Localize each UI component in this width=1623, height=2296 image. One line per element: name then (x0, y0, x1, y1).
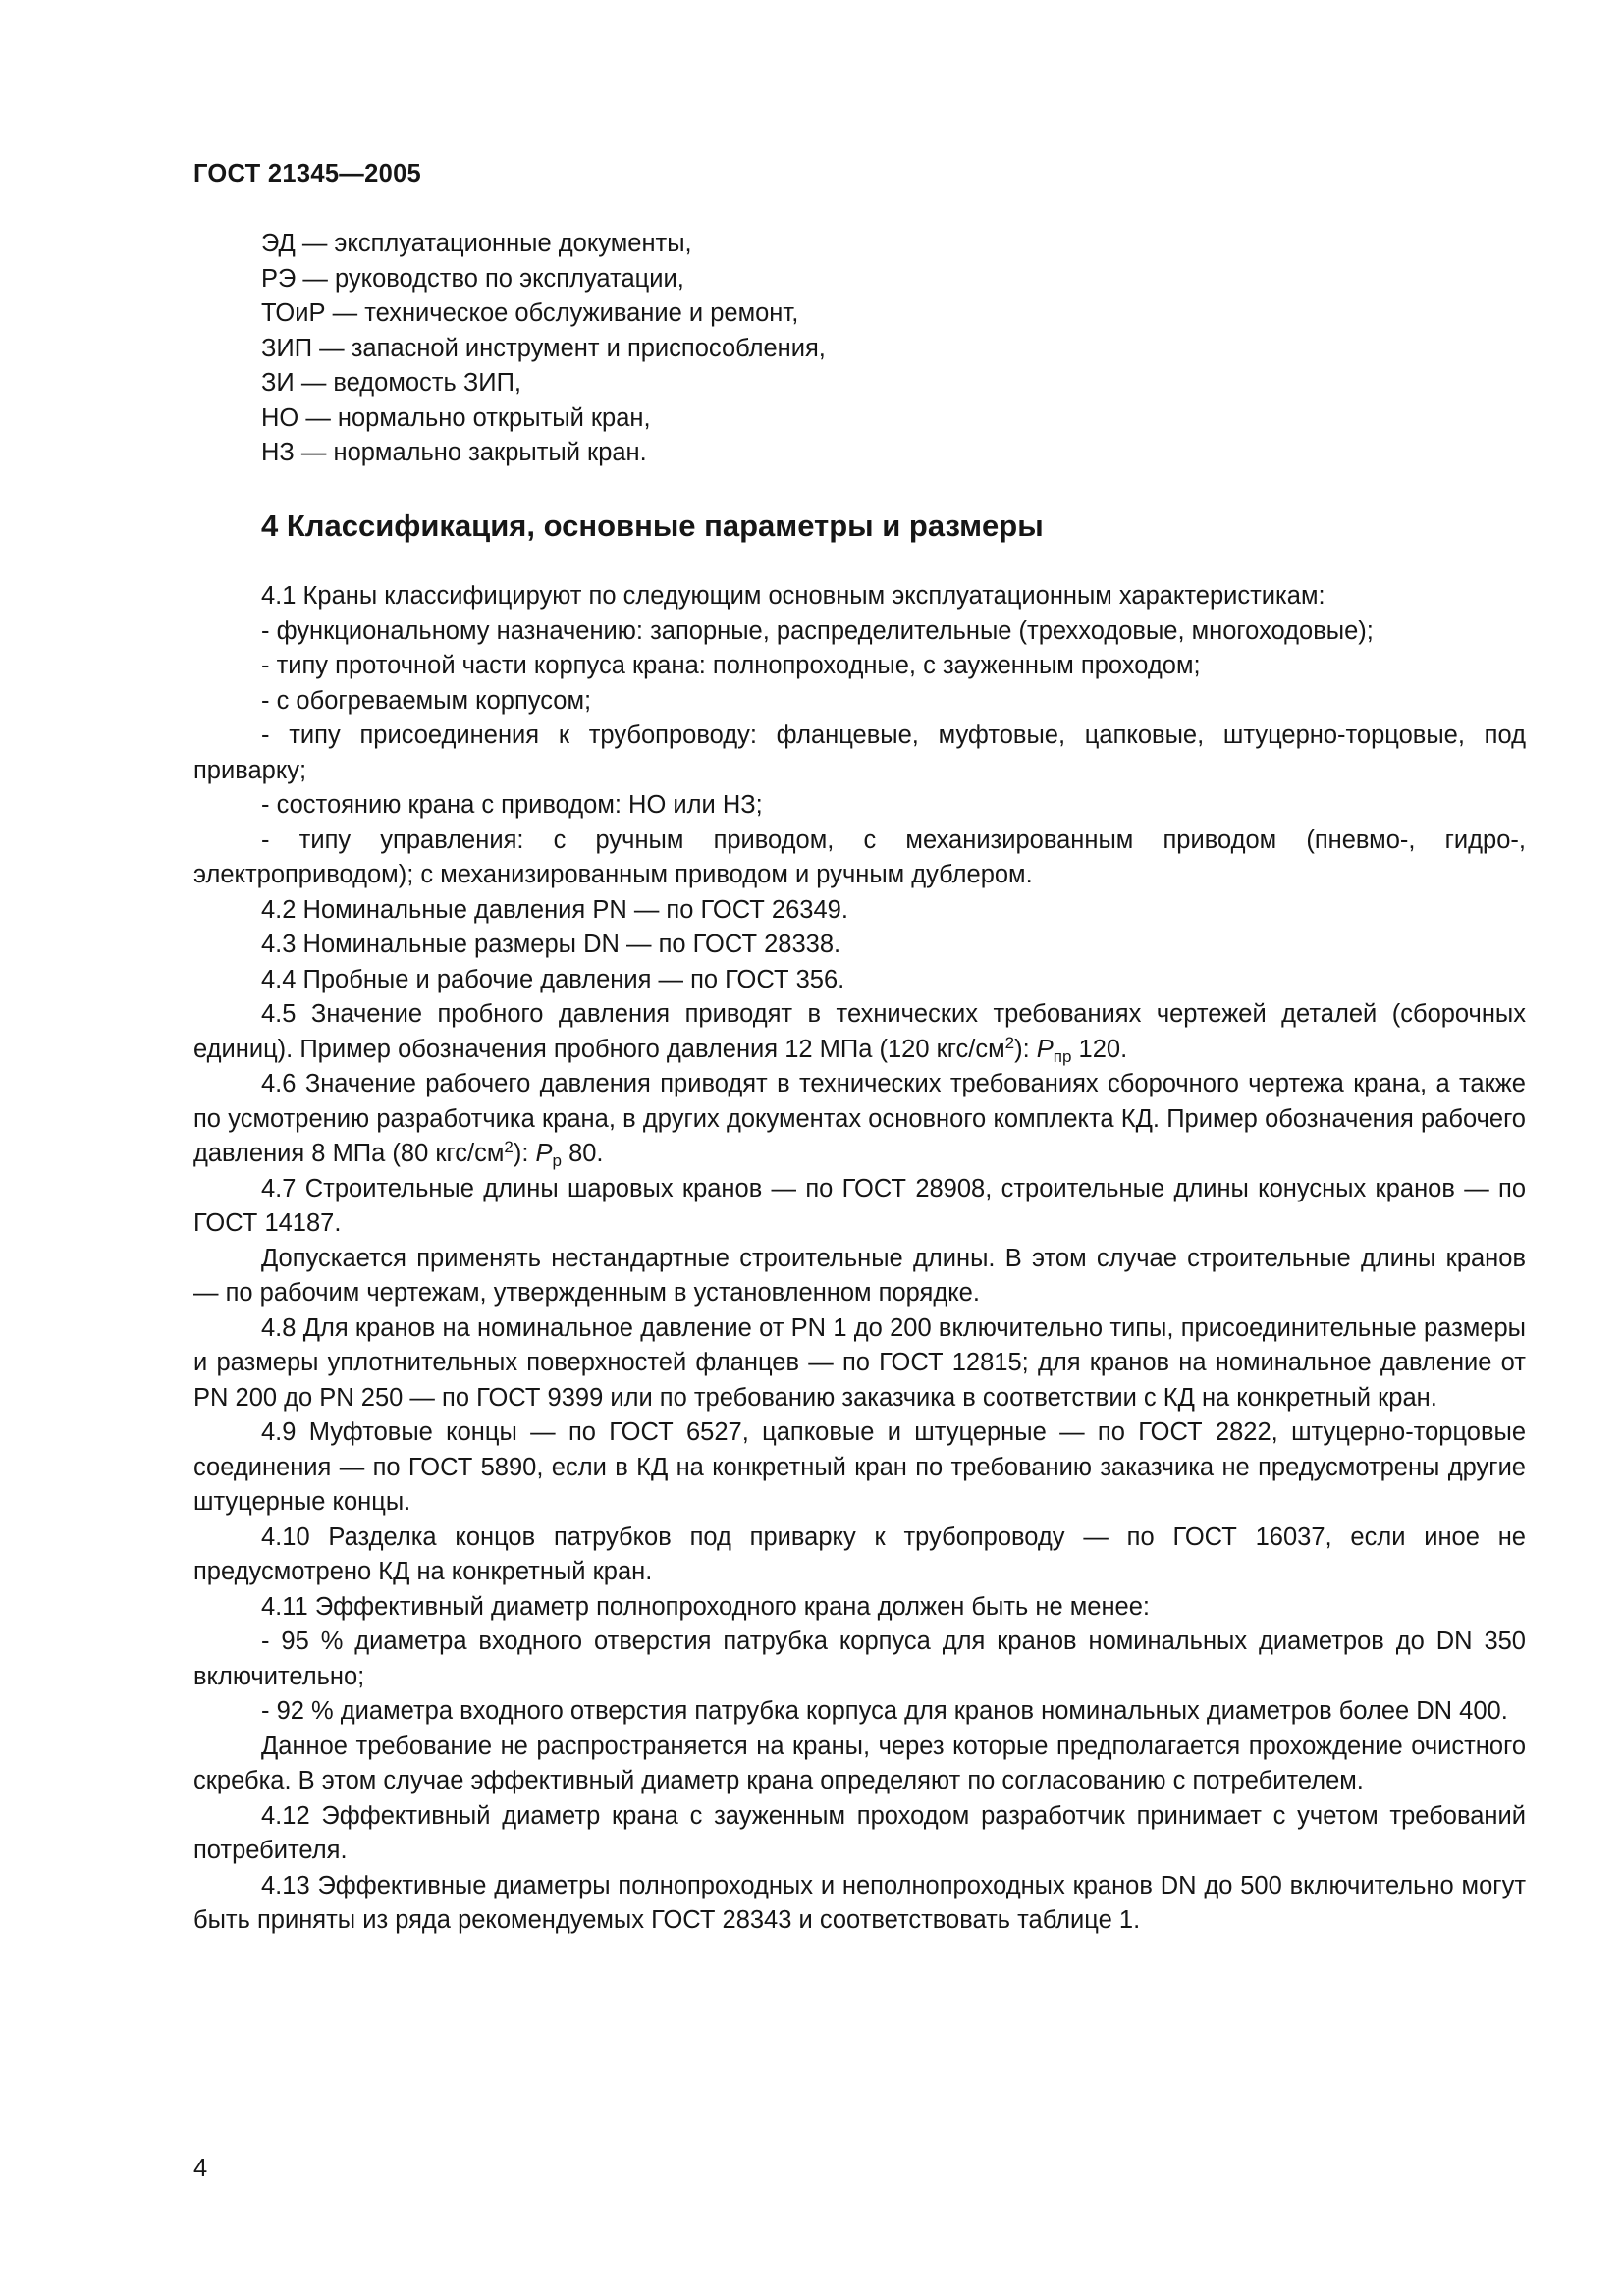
abbreviation-item: НЗ — нормально закрытый кран. (261, 439, 647, 466)
pressure-symbol: P (1036, 1035, 1054, 1063)
paragraph-text: ): (1014, 1035, 1037, 1063)
paragraph-4-10: 4.10 Разделка концов патрубков под приварку к трубопроводу — по ГОСТ 16037, если иное не предусмотрено КД на конкретный кран. (193, 1522, 1526, 1585)
abbreviation-item: ТОиР — техническое обслуживание и ремонт, (261, 299, 799, 327)
abbreviation-item: ЗИП — запасной инструмент и приспособления, (261, 334, 826, 362)
section-heading: 4 Классификация, основные параметры и размеры (261, 508, 1044, 543)
paragraph-text: 120. (1071, 1035, 1128, 1063)
paragraph-4-11: 4.11 Эффективный диаметр полнопроходного крана должен быть не менее: (261, 1592, 1150, 1621)
list-item: - типу управления: с ручным приводом, с механизированным приводом (пневмо-, гидро-, электроприводом); с механизированным приводом и ручным дублером. (193, 826, 1526, 888)
list-item: - 92 % диаметра входного отверстия патрубка корпуса для кранов номинальных диаметров более DN 400. (261, 1697, 1508, 1725)
paragraph-4-7: 4.7 Строительные длины шаровых кранов — по ГОСТ 28908, строительные длины конусных кранов — по ГОСТ 14187. (193, 1174, 1526, 1237)
section-body (193, 579, 1526, 1939)
paragraph-4-6 (193, 1067, 1526, 1172)
abbreviation-list (261, 227, 826, 471)
paragraph-text: 4.6 Значение рабочего давления приводят в технических требованиях сборочного чертежа крана, а также по усмотрению разработчика крана, в других документах основного комплекта КД. Пример обозначения рабочего давления 8 МПа (80 кгс/см (193, 1070, 1526, 1167)
paragraph-4-9: 4.9 Муфтовые концы — по ГОСТ 6527, цапковые и штуцерные — по ГОСТ 2822, штуцерно-торцовые соединения — по ГОСТ 5890, если в КД на конкретный кран по требованию заказчика не предусмотрены другие штуцерные концы. (193, 1418, 1526, 1516)
abbreviation-item: НО — нормально открытый кран, (261, 403, 651, 432)
paragraph-text: 80. (561, 1140, 604, 1167)
page-number: 4 (193, 2155, 208, 2182)
subscript: р (552, 1151, 562, 1170)
paragraph-4-2: 4.2 Номинальные давления PN — по ГОСТ 26349. (261, 895, 848, 924)
pressure-symbol: P (535, 1140, 553, 1167)
paragraph-4-3: 4.3 Номинальные размеры DN — по ГОСТ 28338. (261, 931, 841, 958)
paragraph-text: ): (513, 1140, 536, 1167)
superscript: 2 (504, 1138, 514, 1156)
paragraph-4-13: 4.13 Эффективные диаметры полнопроходных и неполнопроходных кранов DN до 500 включительно могут быть приняты из ряда рекомендуемых ГОСТ 28343 и соответствовать таблице 1. (193, 1871, 1526, 1934)
paragraph-4-8: 4.8 Для кранов на номинальное давление от PN 1 до 200 включительно типы, присоединительные размеры и размеры уплотнительных поверхностей фланцев — по ГОСТ 12815; для кранов на номинальное давление от PN 200 до PN 250 — по ГОСТ 9399 или по требованию заказчика в соответствии с КД на конкретный кран. (193, 1313, 1526, 1412)
paragraph-4-7-note: Допускается применять нестандартные строительные длины. В этом случае строительные длины кранов — по рабочим чертежам, утвержденным в установленном порядке. (193, 1244, 1526, 1307)
list-item: - типу проточной части корпуса крана: полнопроходные, с зауженным проходом; (261, 652, 1201, 679)
abbreviation-item: ЭД — эксплуатационные документы, (261, 230, 692, 257)
abbreviation-item: ЗИ — ведомость ЗИП, (261, 369, 521, 397)
paragraph-4-1: 4.1 Краны классифицируют по следующим основным эксплуатационным характеристикам: (261, 582, 1325, 610)
abbreviation-item: РЭ — руководство по эксплуатации, (261, 264, 684, 293)
running-header: ГОСТ 21345—2005 (193, 160, 422, 187)
paragraph-4-5 (193, 997, 1526, 1067)
paragraph-4-12: 4.12 Эффективный диаметр крана с зауженным проходом разработчик принимает с учетом требований потребителя. (193, 1801, 1526, 1864)
paragraph-4-11-note: Данное требование не распространяется на краны, через которые предполагается прохождение очистного скребка. В этом случае эффективный диаметр крана определяют по согласованию с потребителем. (193, 1732, 1526, 1794)
list-item: - с обогреваемым корпусом; (261, 686, 592, 715)
list-item: - функциональному назначению: запорные, распределительные (трехходовые, многоходовые); (261, 616, 1374, 645)
paragraph-text: 4.5 Значение пробного давления приводят в технических требованиях чертежей деталей (сборочных единиц). Пример обозначения пробного давления 12 МПа (120 кгс/см (193, 1000, 1526, 1063)
list-item: - состоянию крана с приводом: НО или НЗ; (261, 791, 763, 819)
subscript: пр (1053, 1046, 1072, 1066)
list-item: - типу присоединения к трубопроводу: фланцевые, муфтовые, цапковые, штуцерно-торцовые, под приварку; (193, 721, 1526, 784)
superscript: 2 (1004, 1033, 1015, 1052)
list-item: - 95 % диаметра входного отверстия патрубка корпуса для кранов номинальных диаметров до DN 350 включительно; (193, 1628, 1526, 1690)
paragraph-4-4: 4.4 Пробные и рабочие давления — по ГОСТ 356. (261, 965, 845, 993)
